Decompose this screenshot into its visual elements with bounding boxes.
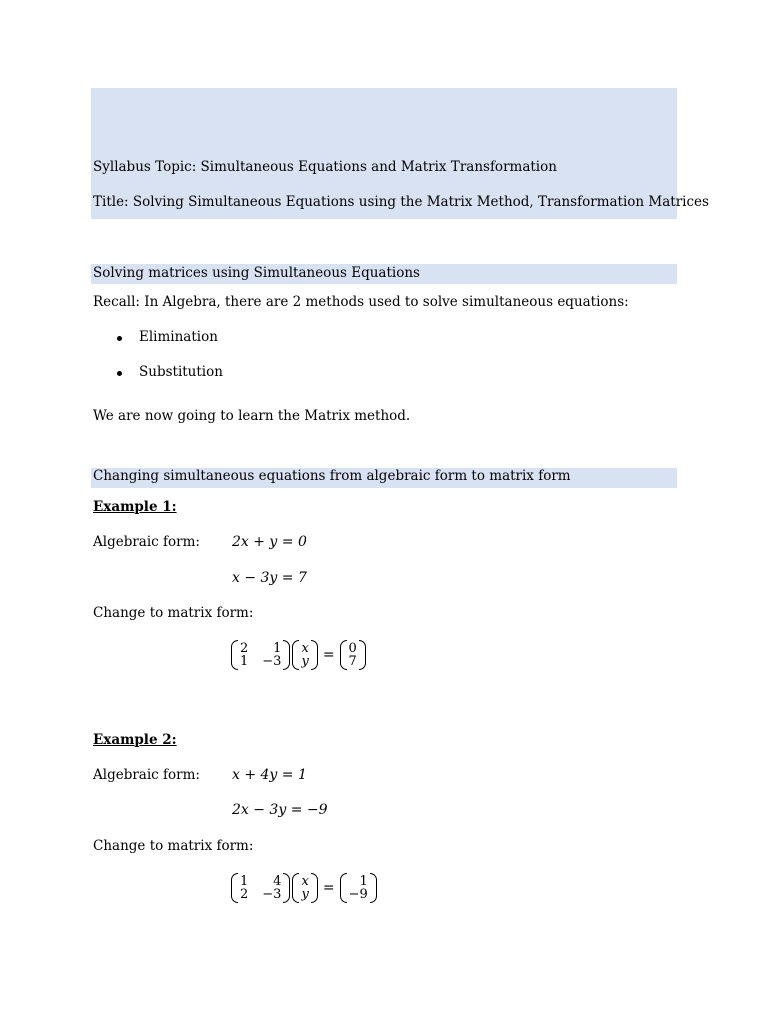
- vector-cell: x: [301, 641, 309, 656]
- matrix-cell: 4: [273, 874, 282, 889]
- example2-equation2: 2x − 3y = −9: [232, 802, 328, 818]
- variable-vector: [292, 873, 317, 903]
- example1-matrix-equation: [231, 640, 366, 670]
- example1-algebraic-label: Algebraic form:: [93, 534, 200, 550]
- example2-matrix-equation: [231, 873, 377, 903]
- variable-vector: [292, 640, 317, 670]
- equals-sign: =: [322, 880, 335, 896]
- matrix-cell: 2: [240, 641, 249, 656]
- matrix-cell: −3: [262, 654, 282, 669]
- vector-cell: x: [301, 874, 309, 889]
- constant-vector: [340, 873, 377, 903]
- vector-cell: y: [301, 654, 309, 669]
- vector-cell: 7: [348, 654, 357, 669]
- example1-label: Example 1:: [93, 499, 177, 515]
- matrix-cell: 1: [240, 654, 249, 669]
- list-item: Elimination: [139, 329, 218, 345]
- example1-equation2: x − 3y = 7: [232, 570, 307, 586]
- matrix-cell: 1: [240, 874, 249, 889]
- example2-label: Example 2:: [93, 732, 177, 748]
- matrix-cell: −3: [262, 887, 282, 902]
- list-item: Substitution: [139, 364, 223, 380]
- equals-sign: =: [322, 647, 335, 663]
- vector-cell: 0: [348, 641, 357, 656]
- constant-vector: [340, 640, 366, 670]
- closing-text: We are now going to learn the Matrix method.: [93, 408, 411, 424]
- recall-text: Recall: In Algebra, there are 2 methods used to solve simultaneous equations:: [93, 294, 629, 310]
- bullet-icon: [117, 336, 122, 341]
- vector-cell: y: [301, 887, 309, 902]
- section2-heading: Changing simultaneous equations from algebraic form to matrix form: [93, 468, 571, 484]
- vector-cell: −9: [348, 887, 368, 902]
- coefficient-matrix: [231, 873, 290, 903]
- section1-heading: Solving matrices using Simultaneous Equations: [93, 265, 420, 281]
- example2-equation1: x + 4y = 1: [232, 767, 307, 783]
- example1-change-label: Change to matrix form:: [93, 605, 254, 621]
- coefficient-matrix: [231, 640, 290, 670]
- example2-algebraic-label: Algebraic form:: [93, 767, 200, 783]
- document-title: Title: Solving Simultaneous Equations using the Matrix Method, Transformation Matrices: [93, 194, 709, 210]
- matrix-cell: 2: [240, 887, 249, 902]
- example2-change-label: Change to matrix form:: [93, 838, 254, 854]
- matrix-cell: 1: [273, 641, 282, 656]
- syllabus-topic: Syllabus Topic: Simultaneous Equations and Matrix Transformation: [93, 159, 557, 175]
- vector-cell: 1: [359, 874, 368, 889]
- bullet-icon: [117, 371, 122, 376]
- example1-equation1: 2x + y = 0: [232, 534, 307, 550]
